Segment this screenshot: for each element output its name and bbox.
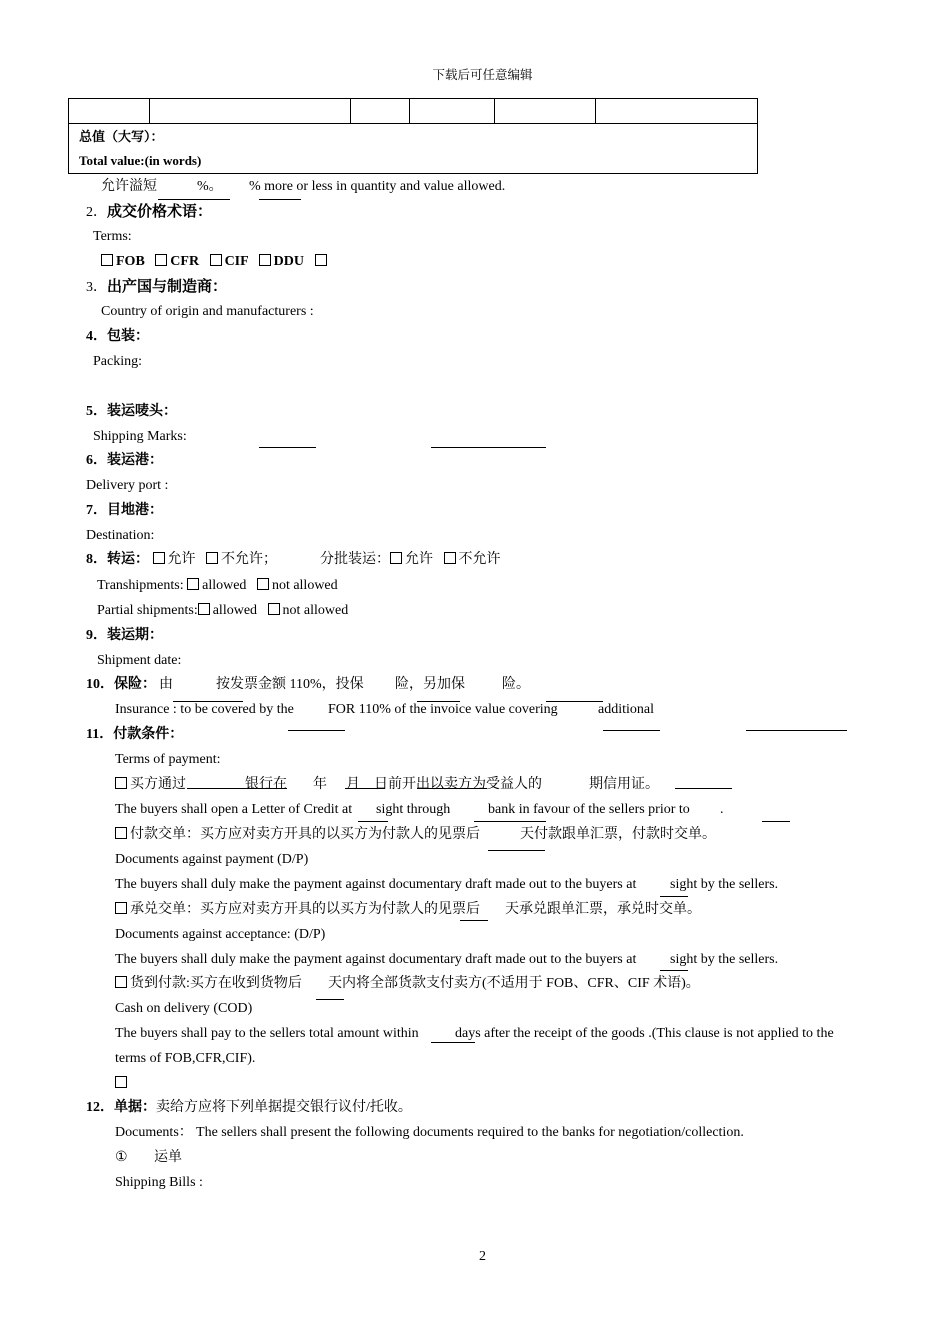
checkbox[interactable]	[210, 254, 222, 266]
partial-cn-line	[320, 551, 501, 569]
transshipment-en-line	[97, 577, 338, 595]
section-6-title: 6．装运港：	[86, 453, 163, 468]
table-cell	[150, 99, 351, 124]
option-text: 不允许	[458, 552, 501, 567]
checkbox[interactable]	[115, 827, 127, 839]
table-cell	[69, 99, 150, 124]
tolerance-en: % more or less in quantity and value allowed.	[249, 179, 506, 194]
extra-option	[115, 1075, 130, 1093]
documents-text: The sellers shall present the following documents required to the banks for negotiation/collection.	[196, 1125, 744, 1140]
checkbox[interactable]	[115, 976, 127, 988]
insurance-en-1: Insurance : to be covered by the	[115, 702, 294, 717]
cod-detail-3: terms of FOB,CFR,CIF).	[115, 1051, 256, 1066]
dp-cn-text: 付款交单：买方应对卖方开具的以买方为付款人的见票后	[130, 827, 480, 842]
destination-label: Destination:	[86, 528, 155, 543]
shipping-marks-label: Shipping Marks:	[93, 429, 187, 444]
section-12-cn: 卖给方应将下列单据提交银行议付/托收。	[156, 1100, 412, 1115]
insurance-cn-4: 险。	[502, 677, 530, 692]
checkbox[interactable]	[155, 254, 167, 266]
option-text: 允许	[405, 552, 433, 567]
section-3-label: 出产国与制造商：	[107, 279, 228, 295]
dp-detail-2: sight by the sellers.	[670, 877, 779, 892]
section-2-label: 成交价格术语：	[107, 204, 213, 220]
total-value-box	[68, 123, 758, 174]
blank-line	[259, 447, 316, 448]
insurance-en-2: FOR 110% of the invoice value covering	[328, 702, 558, 717]
shipment-date-label: Shipment date:	[97, 653, 182, 668]
checkbox[interactable]	[187, 578, 199, 590]
transshipment-label: Transhipments:	[97, 578, 184, 593]
blank-line	[675, 788, 732, 789]
cod-cn-text: 货到付款:买方在收到货物后	[130, 976, 302, 991]
payment-terms-label: Terms of payment:	[115, 752, 221, 767]
section-3-num: 3．	[86, 280, 107, 295]
section-10-title: 10．保险：	[86, 677, 156, 692]
blank-line	[660, 896, 688, 897]
tolerance-cn: 允许溢短	[101, 179, 157, 194]
lc-cn-1	[115, 776, 186, 794]
insurance-cn-1: 由	[159, 677, 173, 692]
table-cell	[596, 99, 758, 124]
checkbox[interactable]	[206, 552, 218, 564]
blank-line	[603, 730, 660, 731]
delivery-port-label: Delivery port :	[86, 478, 169, 493]
partial-en-line	[97, 602, 348, 620]
lc-en-1: The buyers shall open a Letter of Credit at	[115, 802, 353, 817]
option-text: allowed	[202, 578, 247, 593]
dp-en: Documents against payment (D/P)	[115, 852, 309, 867]
da-detail-2: sight by the sellers.	[670, 952, 779, 967]
checkbox[interactable]	[115, 902, 127, 914]
lc-cn-4: 月	[346, 777, 360, 792]
dp-detail-1: The buyers shall duly make the payment against documentary draft made out to the buyers at	[115, 877, 637, 892]
da-detail-1: The buyers shall duly make the payment against documentary draft made out to the buyers at	[115, 952, 637, 967]
checkbox[interactable]	[153, 552, 165, 564]
checkbox[interactable]	[115, 1076, 127, 1088]
da-cn-text: 承兑交单：买方应对卖方开具的以买方为付款人的见票后	[130, 902, 480, 917]
section-12-cn-line	[86, 1099, 412, 1117]
tolerance-pct: %。	[197, 179, 223, 194]
lc-cn-2: 银行在	[245, 777, 287, 792]
page-number: 2	[479, 1249, 486, 1264]
blank-line	[288, 730, 345, 731]
checkbox[interactable]	[101, 254, 113, 266]
checkbox[interactable]	[444, 552, 456, 564]
table-cell	[495, 99, 596, 124]
table-cell	[410, 99, 495, 124]
blank-line	[474, 821, 546, 822]
partial-label-cn: 分批装运：	[320, 552, 390, 567]
checkbox[interactable]	[268, 603, 280, 615]
blank-line	[345, 788, 385, 789]
da-en: Documents against acceptance: (D/P)	[115, 927, 326, 942]
header-note: 下载后可任意编辑	[432, 68, 533, 82]
da-cn-2: 天承兑跟单汇票，承兑时交单。	[505, 902, 701, 917]
total-value-cn: 总值（大写）：	[79, 129, 164, 144]
table-cell	[351, 99, 410, 124]
doc-item-en: Shipping Bills :	[115, 1175, 203, 1190]
lc-cn-3: 年	[313, 777, 327, 792]
da-cn-1	[115, 901, 480, 919]
option-text: 不允许；	[221, 552, 277, 567]
section-12-title: 12．单据：	[86, 1100, 156, 1115]
dp-cn-1	[115, 826, 480, 844]
section-8-cn-line	[86, 551, 277, 569]
term-ddu: DDU	[273, 254, 304, 269]
blank-line	[762, 821, 790, 822]
checkbox[interactable]	[257, 578, 269, 590]
lc-cn-5: 日前开出以卖方为受益人的	[374, 777, 542, 792]
section-3-title	[86, 278, 227, 297]
cod-en: Cash on delivery (COD)	[115, 1001, 253, 1016]
term-fob: FOB	[116, 254, 145, 269]
blank-line	[488, 850, 545, 851]
lc-cn-6: 期信用证。	[589, 777, 659, 792]
total-value-en: Total value:(in words)	[79, 153, 202, 168]
doc-item-num: ①	[115, 1150, 128, 1165]
blank-line	[417, 788, 487, 789]
packing-label: Packing:	[93, 354, 142, 369]
checkbox[interactable]	[390, 552, 402, 564]
blank-line	[460, 920, 488, 921]
option-text: allowed	[212, 603, 258, 618]
section-2-title	[86, 203, 212, 222]
cod-cn-2: 天内将全部货款支付卖方(不适用于 FOB、CFR、CIF 术语)。	[328, 976, 700, 991]
dp-cn-2: 天付款跟单汇票，付款时交单。	[520, 827, 716, 842]
goods-table	[68, 98, 758, 124]
lc-en-2: sight through	[376, 802, 451, 817]
section-2-num: 2．	[86, 205, 107, 220]
blank-line	[259, 199, 301, 200]
blank-line	[358, 821, 388, 822]
insurance-cn-2: 按发票金额 110%，投保	[216, 677, 364, 692]
documents-label: Documents：	[115, 1125, 193, 1140]
option-text: not allowed	[282, 603, 349, 618]
cod-detail-2: days after the receipt of the goods .(This clause is not applied to the	[455, 1026, 834, 1041]
lc-en-3: bank in favour of the sellers prior to	[488, 802, 690, 817]
checkbox[interactable]	[315, 254, 327, 266]
insurance-cn-3: 险，另加保	[395, 677, 465, 692]
section-7-title: 7．目地港：	[86, 503, 163, 518]
terms-label: Terms:	[93, 229, 132, 244]
blank-line	[660, 970, 688, 971]
term-cfr: CFR	[170, 254, 200, 269]
partial-shipments-label: Partial shipments:	[97, 603, 198, 618]
blank-line	[431, 447, 546, 448]
insurance-en-3: additional	[598, 702, 654, 717]
section-4-title: 4．包装：	[86, 329, 149, 344]
blank-line	[316, 999, 344, 1000]
checkbox[interactable]	[115, 777, 127, 789]
lc-cn-text: 买方通过	[130, 777, 186, 792]
section-5-title: 5．装运唛头：	[86, 404, 177, 419]
blank-line	[158, 199, 230, 200]
section-11-title: 11．付款条件：	[86, 727, 184, 742]
option-text: 允许	[167, 552, 196, 567]
cod-cn-1	[115, 975, 302, 993]
blank-line	[431, 1042, 475, 1043]
cod-detail-1: The buyers shall pay to the sellers total amount within	[115, 1026, 419, 1041]
blank-line	[187, 788, 287, 789]
section-8-title: 8．转运：	[86, 552, 149, 567]
section-12-en-line	[115, 1124, 744, 1142]
checkbox[interactable]	[198, 603, 210, 615]
option-text: not allowed	[271, 578, 338, 593]
section-9-title: 9．装运期：	[86, 628, 163, 643]
blank-line	[746, 730, 847, 731]
doc-item-cn: 运单	[154, 1150, 182, 1165]
lc-en-4: .	[720, 802, 724, 817]
origin-label: Country of origin and manufacturers :	[101, 304, 314, 319]
terms-options	[101, 253, 330, 271]
term-cif: CIF	[224, 254, 249, 269]
checkbox[interactable]	[259, 254, 271, 266]
